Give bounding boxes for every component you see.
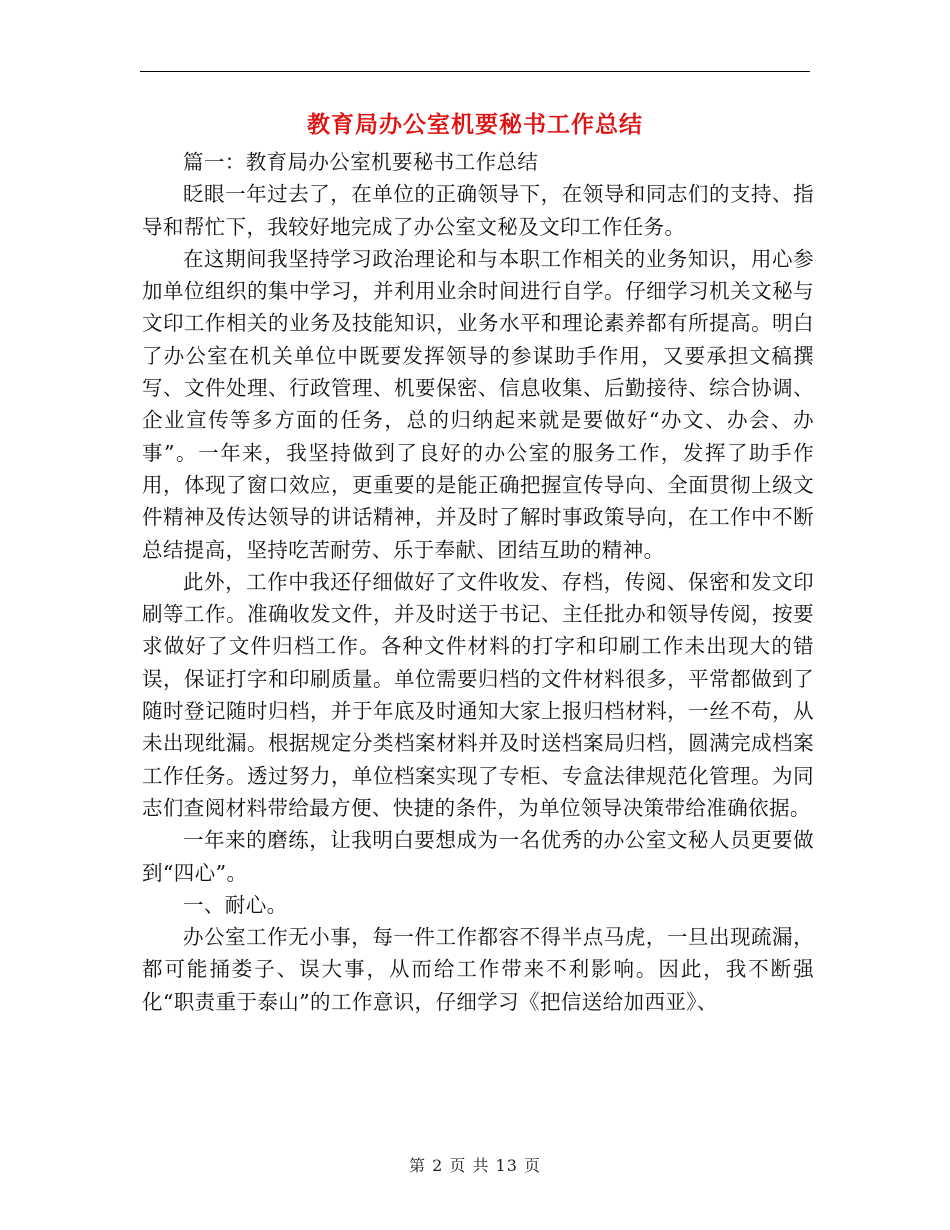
- paragraph-patience-heading: 一、耐心。: [183, 892, 288, 917]
- paragraph-intro: 眨眼一年过去了，在单位的正确领导下，在领导和同志们的支持、指导和帮忙下，我较好地完成了办公室文秘及文印工作任务。: [142, 182, 814, 239]
- document-body: [142, 146, 814, 1018]
- header-rule: [140, 71, 810, 72]
- paragraph-four-hearts: 一年来的磨练，让我明白要想成为一名优秀的办公室文秘人员更要做到“四心”。: [142, 828, 814, 885]
- document-title: 教育局办公室机要秘书工作总结: [307, 111, 643, 138]
- page-number-footer: 第 2 页 共 13 页: [409, 1156, 541, 1175]
- paragraph-study: 在这期间我坚持学习政治理论和与本职工作相关的业务知识，用心参加单位组织的集中学习，并利用业余时间进行自学。仔细学习机关文秘与文印工作相关的业务及技能知识，业务水平和理论素养都有所提高。明白了办公室在机关单位中既要发挥领导的参谋助手作用，又要承担文稿撰写、文件处理、行政管理、机要保密、信息收集、后勤接待、综合协调、企业宣传等多方面的任务，总的归纳起来就是要做好“办文、办会、办事”。一年来，我坚持做到了良好的办公室的服务工作，发挥了助手作用，体现了窗口效应，更重要的是能正确把握宣传导向、全面贯彻上级文件精神及传达领导的讲话精神，并及时了解时事政策导向，在工作中不断总结提高，坚持吃苦耐劳、乐于奉献、团结互助的精神。: [142, 246, 814, 562]
- paragraph-documents: 此外，工作中我还仔细做好了文件收发、存档，传阅、保密和发文印刷等工作。准确收发文件，并及时送于书记、主任批办和领导传阅，按要求做好了文件归档工作。各种文件材料的打字和印刷工作未出现大的错误，保证打字和印刷质量。单位需要归档的文件材料很多，平常都做到了随时登记随时归档，并于年底及时通知大家上报归档材料，一丝不苟，从未出现纰漏。根据规定分类档案材料并及时送档案局归档，圆满完成档案工作任务。透过努力，单位档案实现了专柜、专盒法律规范化管理。为同志们查阅材料带给最方便、快捷的条件，为单位领导决策带给准确依据。: [142, 569, 814, 820]
- paragraph-patience: 办公室工作无小事，每一件工作都容不得半点马虎，一旦出现疏漏，都可能捅娄子、误大事，从而给工作带来不利影响。因此，我不断强化“职责重于泰山”的工作意识，仔细学习《把信送给加西亚》、: [142, 925, 814, 1014]
- paragraph-section-heading: 篇一：教育局办公室机要秘书工作总结: [183, 150, 539, 174]
